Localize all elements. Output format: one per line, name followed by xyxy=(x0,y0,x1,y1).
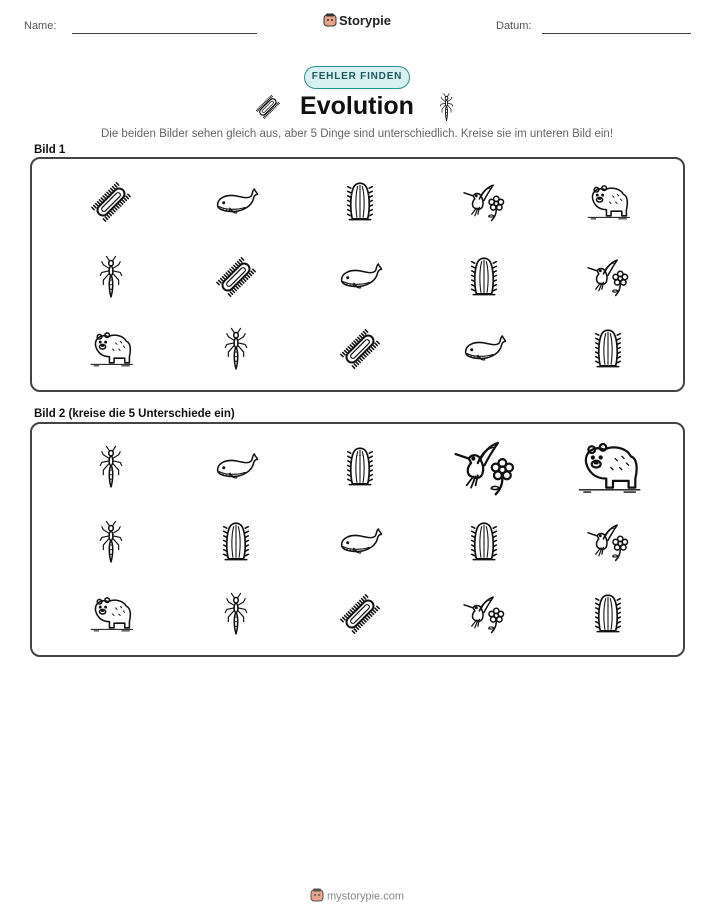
bear-icon xyxy=(575,434,642,501)
bild2-cell-r2c3[interactable] xyxy=(314,507,406,577)
bild2-cell-r2c5[interactable] xyxy=(562,507,654,577)
footer-url: mystorypie.com xyxy=(326,890,405,903)
bacterium-icon xyxy=(337,591,383,637)
ant-icon xyxy=(213,591,259,637)
hummingbird-icon xyxy=(461,179,507,225)
panel1-label: Bild 1 xyxy=(34,144,66,156)
bear-icon xyxy=(585,179,631,225)
bild1-cell-r2c4 xyxy=(438,242,530,312)
ant-icon xyxy=(88,444,134,490)
brand xyxy=(0,13,714,30)
bild2-cell-r1c5[interactable] xyxy=(562,432,654,502)
cactus-icon xyxy=(337,179,383,225)
page-title: Evolution xyxy=(300,92,414,120)
bild1-cell-r2c1 xyxy=(65,242,157,312)
bild2-cell-r1c2[interactable] xyxy=(190,432,282,502)
bild1-cell-r1c4 xyxy=(438,167,530,237)
bild1-cell-r1c5 xyxy=(562,167,654,237)
bild2-cell-r1c1[interactable] xyxy=(65,432,157,502)
bild2-cell-r3c5[interactable] xyxy=(562,579,654,649)
bacterium-icon xyxy=(337,326,383,372)
bild1-cell-r3c1 xyxy=(65,314,157,384)
cactus-icon xyxy=(585,326,631,372)
ant-icon xyxy=(88,519,134,565)
whale-icon xyxy=(213,444,259,490)
bild1-cell-r3c4 xyxy=(438,314,530,384)
bild1-cell-r3c3 xyxy=(314,314,406,384)
name-line[interactable] xyxy=(72,33,257,34)
bild1-cell-r1c3 xyxy=(314,167,406,237)
bear-icon xyxy=(88,591,134,637)
bild1-cell-r1c2 xyxy=(190,167,282,237)
ant-icon xyxy=(213,326,259,372)
bacterium-icon xyxy=(213,254,259,300)
date-label: Datum: xyxy=(496,20,532,32)
badge-fehler-finden: FEHLER FINDEN xyxy=(304,66,410,89)
bild2-cell-r3c1[interactable] xyxy=(65,579,157,649)
bild2-cell-r1c4[interactable] xyxy=(438,432,530,502)
bild2-cell-r3c2[interactable] xyxy=(190,579,282,649)
hummingbird-icon xyxy=(585,519,631,565)
cactus-icon xyxy=(337,444,383,490)
cactus-icon xyxy=(461,519,507,565)
bild2-cell-r2c2[interactable] xyxy=(190,507,282,577)
hummingbird-icon xyxy=(461,591,507,637)
bild1-cell-r2c2 xyxy=(190,242,282,312)
bild2-cell-r2c1[interactable] xyxy=(65,507,157,577)
bild1-cell-r1c1 xyxy=(65,167,157,237)
instructions: Die beiden Bilder sehen gleich aus, aber 5 Dinge sind unterschiedlich. Kreise sie im unteren Bild ein! xyxy=(100,128,614,140)
cactus-icon xyxy=(461,254,507,300)
bild2-cell-r1c3[interactable] xyxy=(314,432,406,502)
panel-bild-2[interactable] xyxy=(30,422,685,657)
panel-bild-1 xyxy=(30,157,685,392)
bear-icon xyxy=(88,326,134,372)
footer xyxy=(0,888,714,905)
hummingbird-icon xyxy=(451,434,518,501)
whale-icon xyxy=(461,326,507,372)
storypie-footer-logo-icon xyxy=(310,888,324,905)
name-label: Name: xyxy=(24,20,57,32)
bild1-cell-r2c5 xyxy=(562,242,654,312)
bild1-cell-r3c5 xyxy=(562,314,654,384)
hummingbird-icon xyxy=(585,254,631,300)
whale-icon xyxy=(337,519,383,565)
whale-icon xyxy=(337,254,383,300)
panel2-label: Bild 2 (kreise die 5 Unterschiede ein) xyxy=(34,408,235,420)
bild1-cell-r2c3 xyxy=(314,242,406,312)
title-ant-icon xyxy=(433,92,457,127)
storypie-logo-icon xyxy=(323,13,337,30)
bild2-cell-r3c3[interactable] xyxy=(314,579,406,649)
bild2-cell-r3c4[interactable] xyxy=(438,579,530,649)
whale-icon xyxy=(213,179,259,225)
ant-icon xyxy=(88,254,134,300)
bild1-cell-r3c2 xyxy=(190,314,282,384)
cactus-icon xyxy=(213,519,259,565)
bild2-cell-r2c4[interactable] xyxy=(438,507,530,577)
cactus-icon xyxy=(585,591,631,637)
bacterium-icon xyxy=(88,179,134,225)
brand-name: Storypie xyxy=(338,13,391,28)
date-line[interactable] xyxy=(542,33,691,34)
